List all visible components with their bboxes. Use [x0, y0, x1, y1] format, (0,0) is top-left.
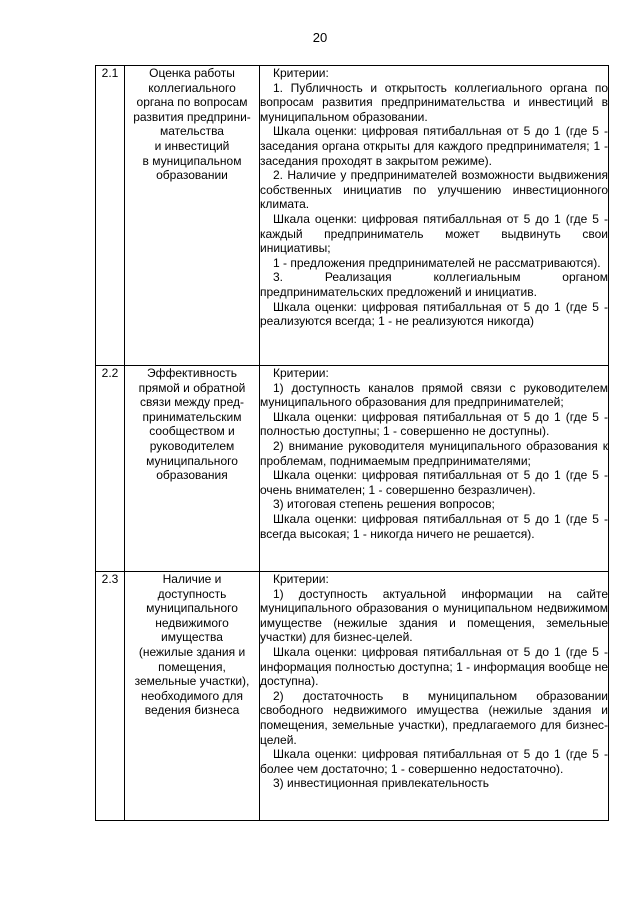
criteria-header: Критерии: [273, 366, 329, 380]
table-row [96, 66, 609, 366]
indicator-name-line: и инвестиций [154, 138, 230, 153]
indicator-name-line: земельные участки), [134, 674, 250, 689]
criteria-paragraph: Шкала оценки: цифровая пятибалльная от 5 до 1 (где 5 - всегда высокая; 1 - никогда ничего не решается). [260, 511, 608, 541]
indicator-name-line: коллегиального [148, 80, 236, 95]
criteria-paragraph: 2) внимание руководителя муниципального образования к проблемам, поднимаемым предпринимателями; [260, 438, 608, 468]
indicator-name-line: доступность [157, 586, 227, 601]
criteria-table [95, 65, 609, 821]
criteria-paragraph: Шкала оценки: цифровая пятибалльная от 5 до 1 (где 5 - очень внимателен; 1 - совершенно безразличен). [260, 468, 608, 497]
indicator-name-line: муниципального [146, 601, 238, 616]
indicator-name [125, 366, 260, 572]
indicator-name-line: Наличие и [162, 572, 222, 586]
indicator-name-line: (нежилые здания и [138, 644, 246, 659]
indicator-name-line: связи между пред- [139, 395, 244, 410]
indicator-name-line: Эффективность [146, 366, 238, 380]
criteria-paragraph: 3. Реализация коллегиальным органом предпринимательских предложений и инициатив. [260, 270, 608, 299]
indicator-name-line: образования [156, 468, 228, 483]
indicator-name-line: Оценка работы [149, 66, 235, 80]
indicator-name-line: прямой и обратной [138, 380, 246, 395]
indicator-name-line: органа по вопросам [136, 95, 248, 110]
indicator-name-line: образовании [156, 168, 228, 183]
criteria-paragraph: Шкала оценки: цифровая пятибалльная от 5 до 1 (где 5 - каждый предприниматель может выдвинуть свои инициативы; [260, 211, 608, 256]
indicator-name-line: имущества [161, 630, 223, 645]
indicator-name-line: сообществом и [149, 424, 235, 439]
criteria-paragraph: 1. Публичность и открытость коллегиального органа по вопросам развития предпринимательства и инвестиций в муниципальном образовании. [260, 80, 608, 124]
indicator-name-line: в муниципальном [142, 153, 242, 168]
row-number: 2.2 [96, 366, 125, 572]
indicator-name-line: муниципального [146, 453, 238, 468]
indicator-name-line: развития предприни- [133, 109, 251, 124]
criteria-cell [260, 572, 609, 821]
indicator-name-line: принимательским [142, 409, 242, 424]
criteria-header: Критерии: [273, 66, 329, 80]
criteria-paragraph: Шкала оценки: цифровая пятибалльная от 5 до 1 (где 5 - полностью доступны; 1 - совершенно не доступны). [260, 409, 608, 439]
criteria-paragraph: Шкала оценки: цифровая пятибалльная от 5 до 1 (где 5 - информация полностью доступна; 1 - информация вообще не доступна). [260, 644, 608, 689]
criteria-cell [260, 66, 609, 366]
indicator-name-line: недвижимого [155, 615, 229, 630]
indicator-name-line: мательства [160, 124, 224, 139]
row-number: 2.1 [96, 66, 125, 366]
criteria-cell [260, 366, 609, 572]
criteria-paragraph: Шкала оценки: цифровая пятибалльная от 5 до 1 (где 5 - реализуются всегда; 1 - не реализуются никогда) [260, 299, 608, 329]
table-row [96, 572, 609, 821]
criteria-header: Критерии: [273, 572, 329, 586]
criteria-paragraph: 1) доступность актуальной информации на сайте муниципального образования о муниципальном недвижимом имуществе (нежилые здания и помещения, земельные участки) для бизнес-целей. [260, 586, 608, 645]
page-number: 20 [312, 30, 328, 45]
indicator-name [125, 572, 260, 821]
criteria-paragraph: 1) доступность каналов прямой связи с руководителем муниципального образования для предпринимателей; [260, 380, 608, 410]
indicator-name [125, 66, 260, 366]
criteria-paragraph: 2. Наличие у предпринимателей возможности выдвижения собственных инициатив по улучшению инвестиционного климата. [260, 168, 608, 212]
indicator-name-line: ведения бизнеса [144, 703, 240, 718]
indicator-name-line: необходимого для [141, 688, 243, 703]
criteria-paragraph: 3) итоговая степень решения вопросов; [273, 497, 495, 512]
criteria-paragraph: 1 - предложения предпринимателей не рассматриваются). [273, 255, 601, 270]
criteria-paragraph: 3) инвестиционная привлекательность [273, 776, 489, 791]
indicator-name-line: помещения, [158, 659, 226, 674]
row-number: 2.3 [96, 572, 125, 821]
criteria-paragraph: Шкала оценки: цифровая пятибалльная от 5 до 1 (где 5 - заседания органа открыты для каждого предпринимателя; 1 - заседания проходят в закрытом режиме). [260, 124, 608, 168]
indicator-name-line: руководителем [149, 438, 235, 453]
criteria-paragraph: 2) достаточность в муниципальном образовании свободного недвижимого имущества (нежилые здания и помещения, земельные участки), предлагаемого для бизнес-целей. [260, 688, 608, 747]
criteria-paragraph: Шкала оценки: цифровая пятибалльная от 5 до 1 (где 5 - более чем достаточно; 1 - совершенно недостаточно). [260, 747, 608, 776]
table-row [96, 366, 609, 572]
